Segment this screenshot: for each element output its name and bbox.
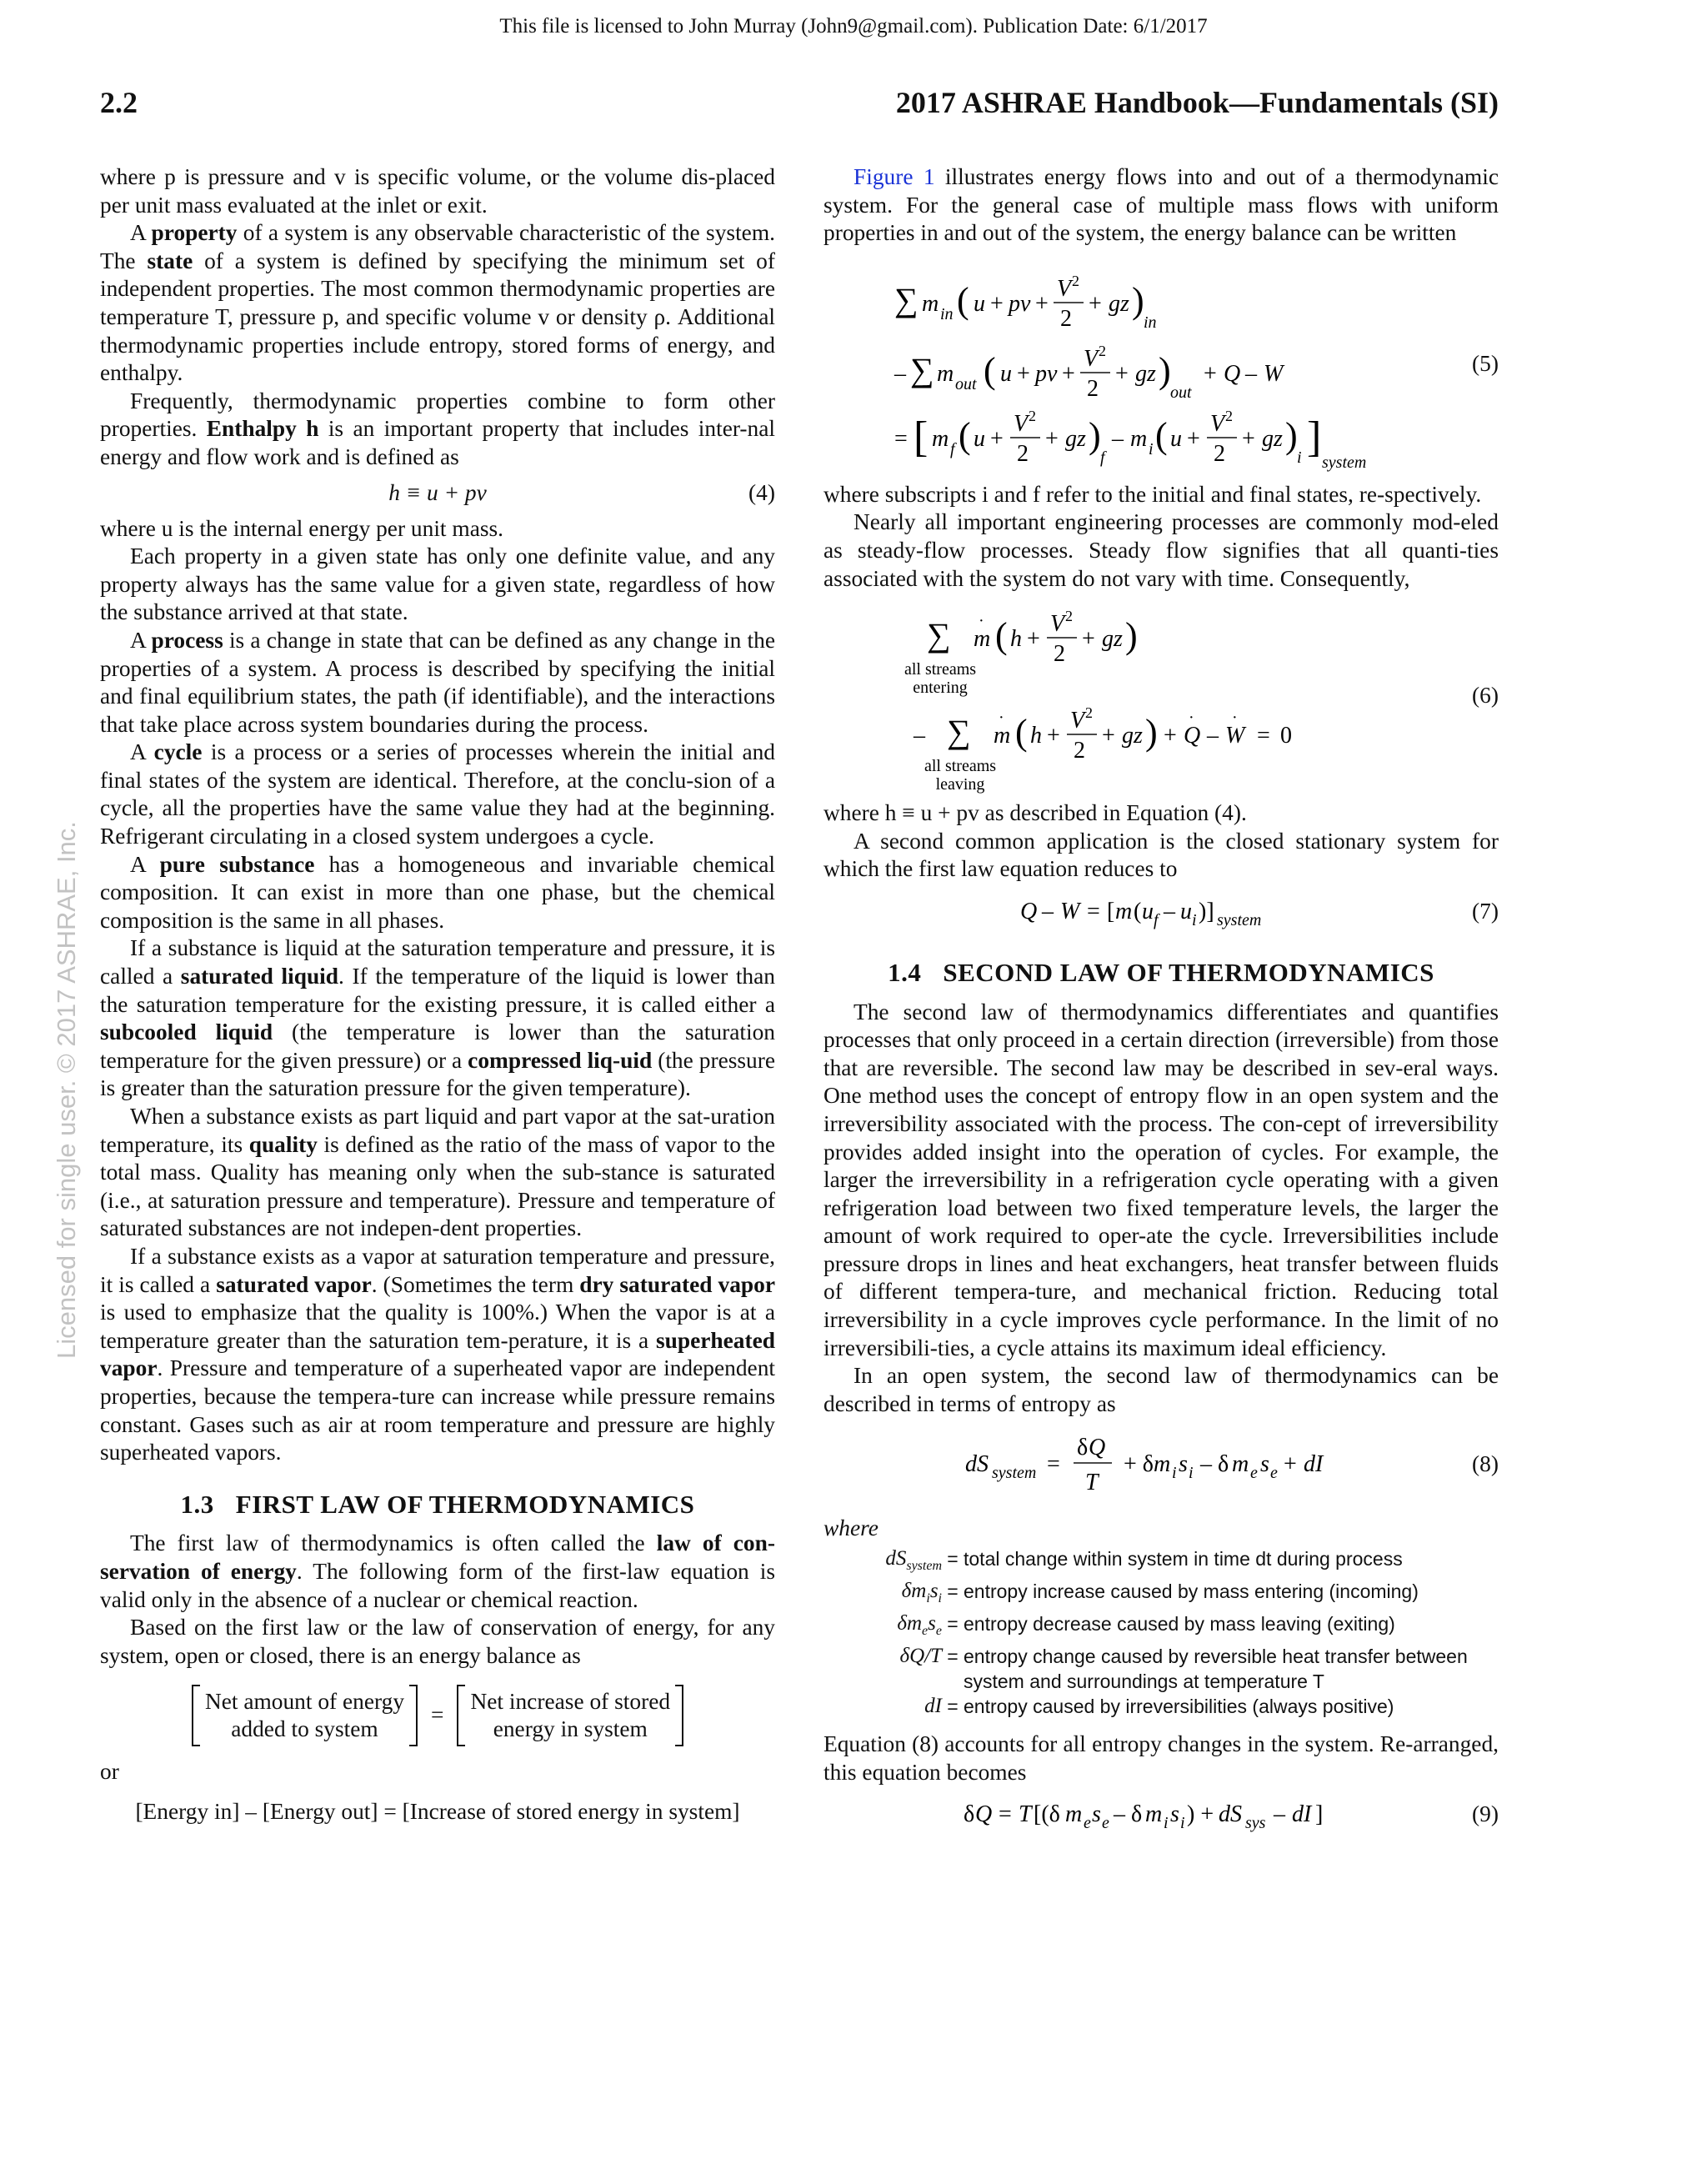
equation-8	[823, 1423, 1499, 1506]
svg-text:δ: δ	[1077, 1435, 1089, 1461]
svg-text:): )	[1159, 349, 1171, 391]
svg-text:in: in	[1144, 313, 1157, 332]
svg-text:2: 2	[1060, 305, 1072, 332]
svg-text:Q: Q	[1224, 360, 1241, 387]
svg-text:V: V	[1084, 345, 1099, 372]
equation-5	[823, 253, 1499, 476]
right-column	[823, 163, 1499, 1843]
svg-text:+: +	[1242, 425, 1255, 452]
left-column	[100, 163, 775, 1826]
svg-text:u: u	[1142, 898, 1154, 924]
svg-text:s: s	[1179, 1451, 1188, 1478]
svg-text:system: system	[1217, 910, 1262, 929]
svg-text:– δ: – δ	[1200, 1451, 1229, 1478]
svg-text:h: h	[1010, 626, 1022, 653]
svg-text:f: f	[1100, 448, 1105, 467]
equation-5-graphic	[823, 253, 1499, 476]
svg-text:+: +	[1045, 425, 1059, 452]
svg-text:=: =	[1257, 723, 1270, 749]
figure-1-link[interactable]: Figure 1	[854, 164, 935, 189]
svg-text:2: 2	[1214, 440, 1225, 467]
svg-text:·: ·	[1232, 709, 1238, 728]
svg-text:out: out	[955, 374, 977, 393]
svg-text:+: +	[1164, 723, 1177, 749]
where-item: $dS_{system}$ = total change within system in time dt during process	[885, 1547, 1403, 1574]
svg-text:gz: gz	[1122, 723, 1143, 749]
svg-text:2: 2	[1085, 704, 1093, 722]
svg-text:i: i	[1180, 1814, 1185, 1833]
svg-text:(: (	[1134, 898, 1142, 924]
svg-text:gz: gz	[1065, 425, 1086, 452]
where-list	[823, 1546, 1499, 1719]
svg-text:e: e	[1102, 1814, 1109, 1833]
svg-text:·: ·	[999, 709, 1004, 728]
svg-text:u: u	[1170, 425, 1182, 452]
svg-text:m: m	[974, 626, 991, 653]
svg-text:i: i	[1189, 1464, 1194, 1483]
svg-text:+: +	[1062, 360, 1075, 387]
svg-text:+: +	[1102, 723, 1115, 749]
where-item: dI = entropy caused by irreversibilities (always positive)	[924, 1695, 1394, 1718]
svg-text:i: i	[1172, 1464, 1177, 1483]
bracket-box-right: Net increase of stored energy in system	[457, 1685, 683, 1746]
svg-text:f: f	[1154, 910, 1159, 929]
svg-text:–: –	[914, 723, 925, 749]
equation-7	[823, 889, 1499, 935]
svg-text:(: (	[984, 349, 996, 391]
svg-text:dS: dS	[965, 1451, 989, 1478]
where-item: $\delta m_is_i$ = entropy increase caused by mass entering (incoming)	[901, 1580, 1419, 1606]
svg-text:m: m	[1154, 1451, 1171, 1478]
svg-text:s: s	[1092, 1801, 1101, 1828]
svg-text:sys: sys	[1245, 1814, 1266, 1833]
svg-text:+: +	[1017, 360, 1030, 387]
svg-text:+: +	[1082, 626, 1095, 653]
paragraph: where h ≡ u + pv as described in Equation (4).	[823, 800, 1247, 826]
svg-text:m: m	[937, 360, 954, 387]
paragraph: where u is the internal energy per unit mass.	[100, 515, 504, 541]
svg-text:(: (	[1015, 712, 1028, 754]
svg-text:2: 2	[1054, 641, 1065, 668]
svg-text:leaving: leaving	[935, 775, 985, 794]
svg-text:V: V	[1057, 275, 1072, 302]
svg-text:[: [	[1107, 898, 1115, 924]
paragraph: or	[100, 1759, 119, 1785]
paragraph: Based on the first law or the law of conservation of energy, for any system, open or closed, there is an energy balance as	[100, 1615, 775, 1668]
svg-text:h: h	[1030, 723, 1042, 749]
svg-text:–: –	[1207, 723, 1219, 749]
svg-text:gz: gz	[1102, 626, 1123, 653]
svg-text:(: (	[1155, 414, 1168, 456]
paragraph: A cycle is a process or a series of processes wherein the initial and final states of the system are identical. Therefore, at the conclu-sion of a cycle, all the properties have the same value they had at the beginning. Refrigerant circulating in a closed system undergoes a cycle.	[100, 739, 775, 849]
svg-text:dI: dI	[1304, 1451, 1324, 1478]
svg-text:m: m	[932, 425, 949, 452]
equation-number: (8)	[1472, 1451, 1499, 1477]
page-number: 2.2	[100, 86, 138, 119]
side-watermark: Licensed for single user. © 2017 ASHRAE, Inc.	[52, 821, 81, 1359]
svg-text:gz: gz	[1135, 360, 1156, 387]
svg-text:W: W	[1264, 360, 1284, 387]
svg-text:dI: dI	[1292, 1801, 1312, 1828]
paragraph: A pure substance has a homogeneous and invariable chemical composition. It can exist in more than one phase, but the chemical composition is the same in all phases.	[100, 851, 775, 933]
svg-text:=: =	[1087, 898, 1100, 924]
svg-text:+: +	[1187, 425, 1200, 452]
svg-text:i: i	[1164, 1814, 1169, 1833]
where-item: $\delta m_es_e$ = entropy decrease caused by mass leaving (exiting)	[897, 1612, 1395, 1639]
svg-text:(: (	[959, 414, 971, 456]
svg-text:): )	[1089, 414, 1101, 456]
svg-text:Q: Q	[1089, 1435, 1106, 1461]
svg-text:2: 2	[1029, 407, 1036, 424]
equation-number: (5)	[1472, 350, 1499, 376]
svg-text:]: ]	[1315, 1801, 1324, 1828]
energy-word-equation: [Energy in] – [Energy out] = [Increase of stored energy in system]	[135, 1798, 740, 1824]
svg-text:V: V	[1070, 708, 1085, 734]
svg-text:Q: Q	[975, 1801, 993, 1828]
svg-text:–: –	[1274, 1801, 1285, 1828]
equation-4: h ≡ u + pv (4)	[100, 477, 775, 510]
svg-text:m: m	[994, 723, 1011, 749]
svg-text:–: –	[1245, 360, 1257, 387]
svg-text:=: =	[894, 425, 908, 452]
svg-text:e: e	[1084, 1814, 1091, 1833]
where-item: δQ/T = entropy change caused by reversible heat transfer between system and surroundings at temperature T	[899, 1645, 1468, 1693]
svg-text:[: [	[914, 413, 929, 461]
paragraph: When a substance exists as part liquid and part vapor at the sat-uration temperature, its quality is defined as the ratio of the mass of vapor to the total mass. Quality has meaning only when the sub-stance is saturated (i.e., at saturation pressure and temperature). Pressure and temperature of saturated substances are not indepen-dent properties.	[100, 1104, 775, 1241]
svg-text:all streams: all streams	[924, 757, 997, 776]
svg-text:+: +	[1115, 360, 1129, 387]
paragraph: Each property in a given state has only one definite value, and any property always has the same value for a given state, regardless of how the substance arrived at that state.	[100, 543, 775, 625]
section-heading-1-4: 1.4 SECOND LAW OF THERMODYNAMICS	[888, 957, 1434, 987]
svg-text:+: +	[990, 425, 1004, 452]
svg-text:V: V	[1050, 611, 1065, 638]
svg-text:pv: pv	[1009, 290, 1031, 317]
paragraph: where subscripts i and f refer to the initial and final states, re-spectively.	[823, 481, 1482, 507]
svg-text:i: i	[1149, 439, 1154, 458]
svg-text:+ δ: + δ	[1124, 1451, 1154, 1478]
svg-text:+: +	[990, 290, 1004, 317]
svg-text:u: u	[1000, 360, 1012, 387]
where-label: where	[823, 1515, 879, 1541]
svg-text:u: u	[974, 290, 985, 317]
paragraph: Nearly all important engineering processes are commonly mod-eled as steady-flow processes. Steady flow signifies that all quanti-ties associated with the system do not vary with time. Consequently,	[823, 509, 1499, 591]
svg-text:i: i	[1192, 910, 1197, 929]
svg-text:·: ·	[1189, 709, 1194, 728]
svg-text:m: m	[1115, 898, 1133, 924]
equation-number: (6)	[1472, 683, 1499, 709]
svg-text:T: T	[1085, 1470, 1099, 1496]
svg-text:m: m	[1232, 1451, 1249, 1478]
svg-text:(: (	[995, 615, 1008, 657]
svg-text:pv: pv	[1035, 360, 1058, 387]
paragraph: Equation (8) accounts for all entropy changes in the system. Re-arranged, this equation becomes	[823, 1731, 1499, 1785]
paragraph: where p is pressure and v is specific volume, or the volume dis-placed per unit mass evaluated at the inlet or exit.	[100, 164, 775, 218]
equation-6-graphic	[823, 598, 1499, 794]
svg-text:+: +	[1047, 723, 1060, 749]
svg-text:in: in	[940, 304, 954, 323]
svg-text:V: V	[1210, 410, 1225, 437]
svg-text:m: m	[922, 290, 939, 317]
svg-text:+: +	[1284, 1451, 1297, 1478]
paragraph: The second law of thermodynamics differentiates and quantifies processes that only proceed in a certain direction (irreversible) from those that are reversible. The second law may be described in sev-eral ways. One method uses the concept of entropy flow in an open system and the irreversibility associated with the process. The con-cept of irreversibility provides added insight into the operation of cycles. For example, the larger the irreversibility in a refrigeration cycle operating with a given refrigeration load between two fixed temperature levels, the larger the amount of work required to oper-ate the cycle. Irreversibilities include pressure drops in lines and heat exchangers, heat transfer between fluids of different tempera-ture, and mechanical friction. Reducing total irreversibility in a cycle improves cycle performance. In the limit of no irreversibili-ties, a cycle attains its maximum ideal efficiency.	[823, 999, 1499, 1360]
paragraph: A property of a system is any observable characteristic of the system. The state of a system is defined by specifying the minimum set of independent properties. The most common thermodynamic properties are temperature T, pressure p, and specific volume v or density ρ. Additional thermodynamic properties include entropy, stored forms of energy, and enthalpy.	[100, 220, 775, 386]
svg-text:all streams: all streams	[904, 660, 977, 679]
svg-text:2: 2	[1017, 440, 1029, 467]
paragraph: If a substance is liquid at the saturation temperature and pressure, it is called a saturated liquid. If the temperature of the liquid is lower than the saturation temperature for the existing pressure, it is called either a subcooled liquid (the temperature is lower than the saturation temperature for the given pressure) or a compressed liq-uid (the pressure is greater than the saturation pressure for the given temperature).	[100, 935, 776, 1101]
svg-text:+: +	[1035, 290, 1049, 317]
svg-text:2: 2	[1074, 738, 1085, 764]
svg-text:[(δ: [(δ	[1034, 1801, 1060, 1828]
svg-text:δ: δ	[964, 1801, 975, 1828]
svg-text:2: 2	[1072, 272, 1079, 289]
svg-text:s: s	[1170, 1801, 1179, 1828]
svg-text:entering: entering	[913, 679, 968, 698]
svg-text:]: ]	[1307, 413, 1322, 461]
svg-text:u: u	[1180, 898, 1192, 924]
svg-text:·: ·	[979, 612, 984, 631]
svg-text:e: e	[1250, 1464, 1258, 1483]
bracket-box-left: Net amount of energy added to system	[192, 1685, 418, 1746]
svg-text:Q: Q	[1020, 898, 1038, 924]
svg-text:f: f	[950, 439, 955, 458]
svg-text:0: 0	[1280, 723, 1292, 749]
svg-text:out: out	[1170, 383, 1192, 402]
svg-text:∑: ∑	[894, 280, 919, 318]
paragraph: The first law of thermodynamics is often called the law of con-servation of energy. The following form of the first-law equation is valid only in the absence of a nuclear or chemical reaction.	[100, 1530, 775, 1612]
svg-text:dS: dS	[1219, 1801, 1242, 1828]
equation-7-graphic	[823, 889, 1499, 935]
svg-text:∑: ∑	[910, 350, 934, 388]
svg-text:Q: Q	[1184, 723, 1201, 749]
svg-text:=: =	[1047, 1451, 1060, 1478]
svg-text:W: W	[1225, 723, 1245, 749]
equation-number: (4)	[748, 479, 775, 505]
svg-text:i: i	[1297, 448, 1302, 467]
svg-text:u: u	[974, 425, 985, 452]
svg-text:V: V	[1014, 410, 1029, 437]
paragraph: Figure 1 illustrates energy flows into and out of a thermodynamic system. For the general case of multiple mass flows with uniform properties in and out of the system, the energy balance can be written	[823, 164, 1499, 246]
svg-text:2: 2	[1087, 375, 1099, 402]
svg-text:(: (	[957, 279, 969, 321]
svg-text:+: +	[1204, 360, 1217, 387]
svg-text:–: –	[1112, 425, 1124, 452]
paragraph: A second common application is the closed stationary system for which the first law equation reduces to	[823, 828, 1499, 882]
svg-text:T: T	[1019, 1801, 1032, 1828]
svg-text:2: 2	[1099, 342, 1106, 359]
svg-text:∑: ∑	[927, 616, 951, 654]
svg-text:+: +	[1089, 290, 1102, 317]
running-head: 2017 ASHRAE Handbook—Fundamentals (SI)	[895, 86, 1499, 119]
svg-text:): )	[1125, 615, 1138, 657]
svg-text:2: 2	[1225, 407, 1233, 424]
paragraph: A process is a change in state that can be defined as any change in the properties of a system. A process is described by specifying the initial and final equilibrium states, the path (if identifiable), and the interactions that take place across system boundaries during the process.	[100, 627, 776, 737]
energy-balance-box-equation: Net amount of energy added to system = Net increase of stored energy in system	[100, 1685, 775, 1746]
equation-number: (9)	[1472, 1801, 1499, 1827]
equation-9	[823, 1791, 1499, 1838]
svg-text:e: e	[1270, 1464, 1278, 1483]
svg-text:gz: gz	[1262, 425, 1283, 452]
paragraph: Frequently, thermodynamic properties combine to form other properties. Enthalpy h is an important property that includes inter-nal energy and flow work and is defined as	[100, 388, 776, 469]
svg-text:–: –	[1042, 898, 1054, 924]
equation-8-graphic	[823, 1423, 1499, 1506]
svg-text:) +: ) +	[1187, 1801, 1214, 1828]
svg-text:m: m	[1065, 1801, 1083, 1828]
svg-text:): )	[1285, 414, 1298, 456]
equation-6	[823, 598, 1499, 794]
svg-text:s: s	[1260, 1451, 1269, 1478]
svg-text:): )	[1132, 279, 1144, 321]
svg-text:)]: )]	[1199, 898, 1214, 924]
svg-text:–: –	[1164, 898, 1175, 924]
equation-number: (7)	[1472, 899, 1499, 924]
svg-text:+: +	[1027, 626, 1040, 653]
svg-text:∑: ∑	[947, 713, 971, 751]
svg-text:m: m	[1145, 1801, 1163, 1828]
svg-text:=: =	[999, 1801, 1012, 1828]
svg-text:m: m	[1130, 425, 1148, 452]
equation-9-graphic	[823, 1791, 1499, 1838]
svg-text:): )	[1145, 712, 1158, 754]
paragraph: In an open system, the second law of thermodynamics can be described in terms of entropy as	[823, 1363, 1499, 1416]
svg-text:–: –	[894, 360, 906, 387]
license-notice: This file is licensed to John Murray (John9@gmail.com). Publication Date: 6/1/2017	[499, 15, 1208, 38]
svg-text:2: 2	[1065, 608, 1073, 625]
svg-text:– δ: – δ	[1114, 1801, 1143, 1828]
section-heading-1-3: 1.3 FIRST LAW OF THERMODYNAMICS	[180, 1489, 695, 1519]
svg-text:gz: gz	[1109, 290, 1129, 317]
svg-text:W: W	[1060, 898, 1080, 924]
svg-text:system: system	[992, 1464, 1037, 1483]
paragraph: If a substance exists as a vapor at saturation temperature and pressure, it is called a saturated vapor. (Sometimes the term dry saturated vapor is used to emphasize that the quality is 100%.) When the vapor is at a temperature greater than the saturation tem-perature, it is a superheated vapor. Pressure and temperature of a superheated vapor are independent properties, because the tempera-ture can increase while pressure remains constant. Gases such as air at room temperature and pressure are highly superheated vapors.	[100, 1243, 775, 1465]
svg-text:system: system	[1322, 453, 1367, 472]
